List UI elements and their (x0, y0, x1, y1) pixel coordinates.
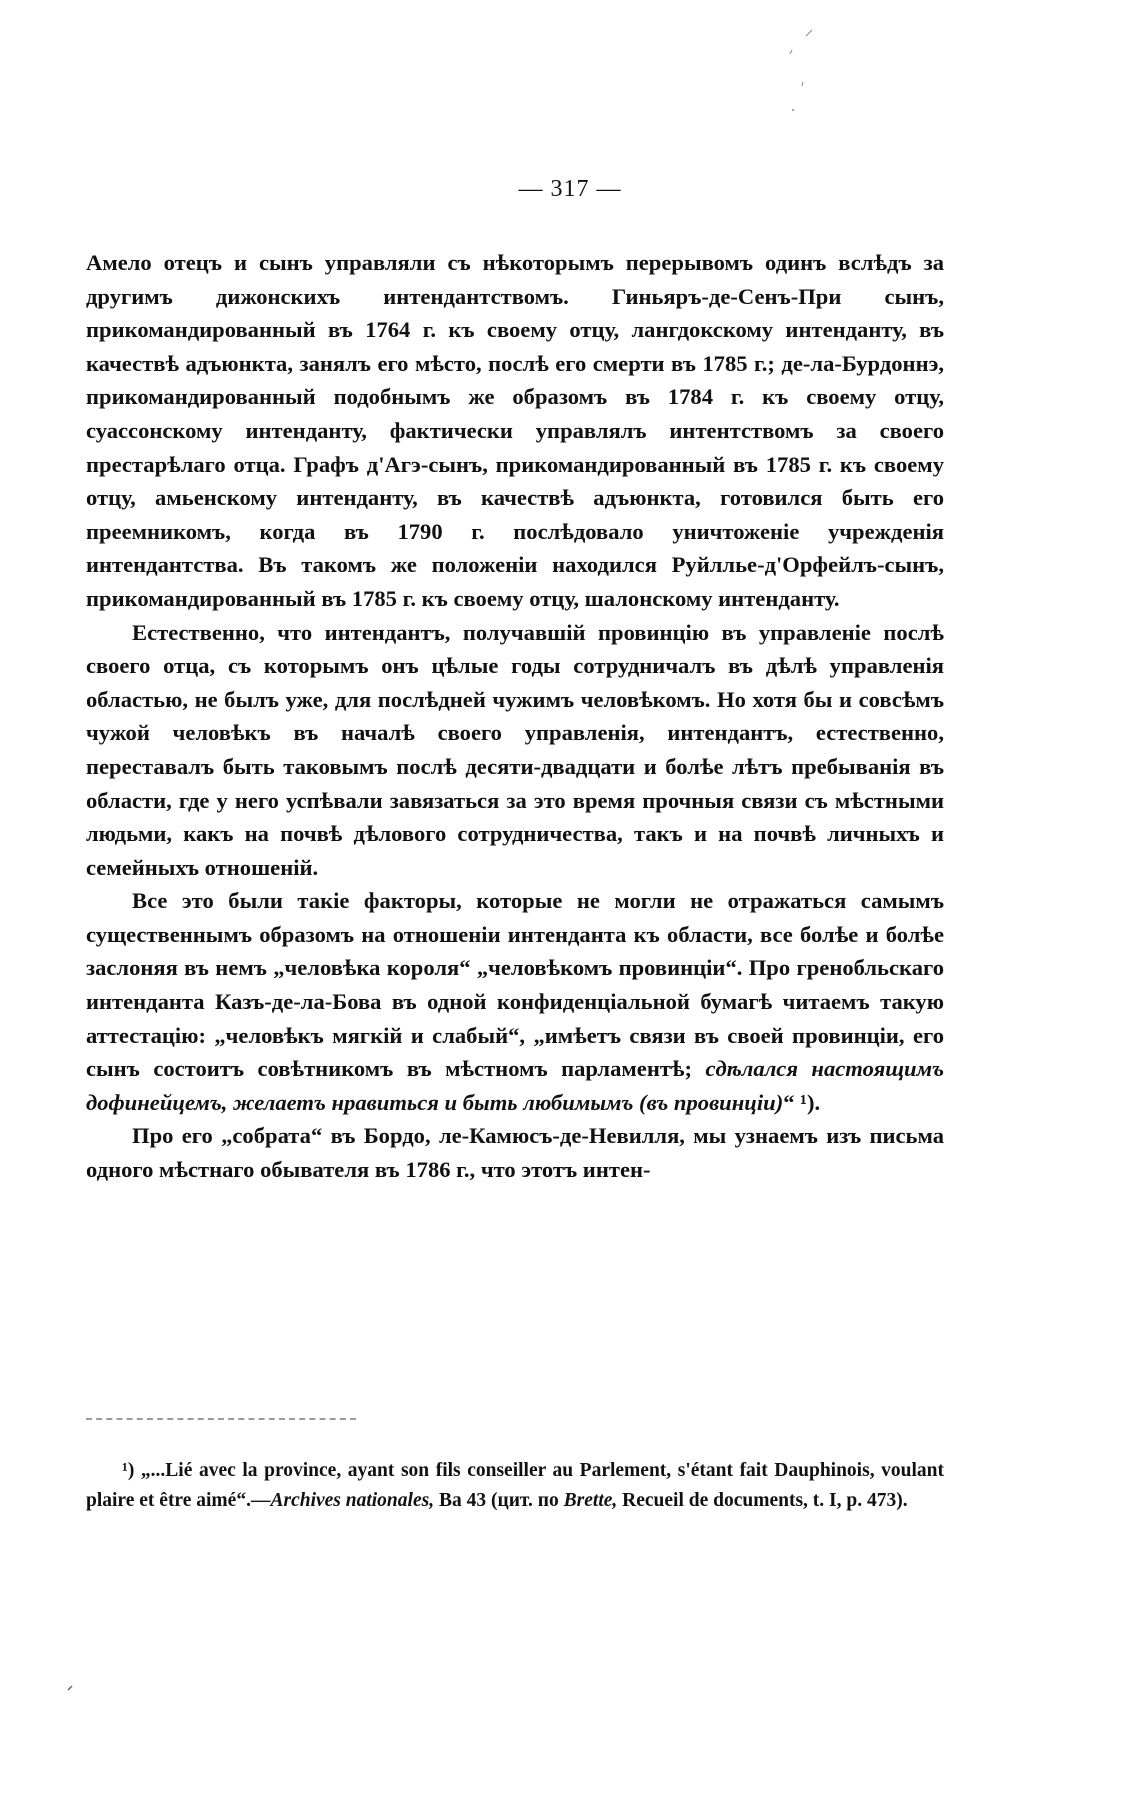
footnotes (86, 1456, 944, 1516)
page-number: — 317 — (518, 176, 622, 202)
footnote-text-segment: ¹) „...Lié avec la province, ayant son fils conseiller au Parlement, s'étant fait Dauphinois, voulant plaire et être aimé“.— (86, 1460, 944, 1511)
text-segment: Про его „собрата“ въ Бордо, ле-Камюсъ-де-Невилля, мы узнаемъ изъ письма одного мѣстнаго обывателя въ 1786 г., что этотъ интен- (86, 1123, 944, 1183)
scan-speck (68, 1686, 72, 1690)
italic-segment: сдѣлался настоящимъ дофинейцемъ, желаетъ нравиться и быть любимымъ (въ провинціи) (86, 1056, 944, 1115)
paragraph (86, 1119, 944, 1186)
footnote-divider (86, 1418, 356, 1420)
text-segment: “ ¹). (783, 1089, 821, 1115)
text-segment: Все это были такіе факторы, которые не могли не отражаться самымъ существеннымъ образомъ на отношеніи интенданта къ области, все болѣе и болѣе заслоняя въ немъ „человѣка короля“ „человѣкомъ провинціи“. Про гренобльскаго интенданта Казъ-де-ла-Бова въ одной конфиденціальной бумагѣ читаемъ такую аттестацію: „человѣкъ мягкій и слабый“, „имѣетъ связи въ своей провинціи, его сынъ состоитъ совѣтникомъ въ мѣстномъ парламентѣ; (86, 888, 944, 1082)
footnote (86, 1456, 944, 1516)
footnote-text-segment: Recueil de documents, t. I, p. 473). (617, 1490, 908, 1511)
scan-speck (806, 30, 812, 36)
paragraph (86, 884, 944, 1119)
scan-speck (792, 109, 794, 111)
footnote-italic-segment: Brette, (563, 1490, 618, 1511)
scan-speck (802, 82, 803, 86)
main-text (86, 246, 944, 1187)
paragraph (86, 246, 944, 616)
footnote-italic-segment: Archives nationales, (270, 1490, 435, 1511)
scan-speck (790, 50, 792, 54)
text-segment: Амело отецъ и сынъ управляли съ нѣкоторымъ перерывомъ одинъ вслѣдъ за другимъ дижонскихъ интендантствомъ. Гиньяръ-де-Сенъ-При сынъ, прикомандированный въ 1764 г. къ своему отцу, лангдокскому интенданту, въ качествѣ адъюнкта, занялъ его мѣсто, послѣ его смерти въ 1785 г.; де-ла-Бурдоннэ, прикомандированный подобнымъ же образомъ въ 1784 г. къ своему отцу, суассонскому интенданту, фактически управлялъ интентствомъ за своего престарѣлаго отца. Графъ д'Агэ-сынъ, прикомандированный въ 1785 г. къ своему отцу, амьенскому интенданту, въ качествѣ адъюнкта, готовился быть его преемникомъ, когда въ 1790 г. послѣдовало уничтоженіе учрежденія интендантства. Въ такомъ же положеніи находился Руйлльe-д'Орфейлъ-сынъ, прикомандированный въ 1785 г. къ своему отцу, шалонскому интенданту. (86, 250, 944, 611)
footnote-text-segment: Ba 43 (цит. по (434, 1490, 564, 1511)
paragraph (86, 616, 944, 885)
text-segment: Естественно, что интендантъ, получавшій провинцію въ управленіе послѣ своего отца, съ которымъ онъ цѣлые годы сотрудничалъ въ дѣлѣ управленія областью, не былъ уже, для послѣдней чужимъ человѣкомъ. Но хотя бы и совсѣмъ чужой человѣкъ въ началѣ своего управленія, интендантъ, естественно, переставалъ быть таковымъ послѣ десяти-двадцати и болѣе лѣтъ пребыванія въ области, где у него успѣвали завязаться за это время прочныя связи съ мѣстными людьми, какъ на почвѣ дѣлового сотрудничества, такъ и на почвѣ личныхъ и семейныхъ отношеній. (86, 619, 944, 880)
